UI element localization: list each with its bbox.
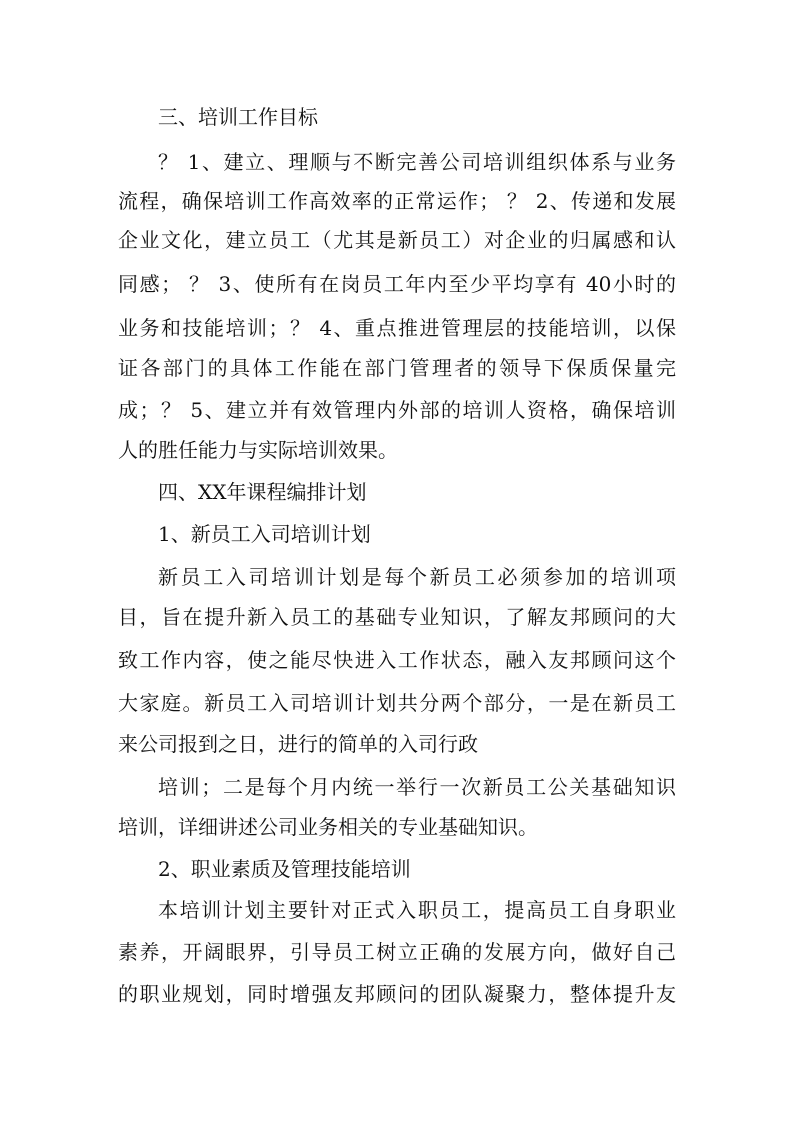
paragraph-line: 证各部门的具体工作能在部门管理者的领导下保质保量完 — [118, 356, 676, 380]
paragraph-line: 成；？ 5、建立并有效管理内外部的培训人资格，确保培训 — [118, 398, 676, 422]
paragraph-line: 培训；二是每个月内统一举行一次新员工公关基础知识 — [158, 775, 676, 799]
subsection-heading: 2、职业素质及管理技能培训 — [158, 857, 411, 881]
paragraph-line: 大家庭。新员工入司培训计划共分两个部分，一是在新员工 — [118, 691, 676, 715]
paragraph-line: 的职业规划，同时增强友邦顾问的团队凝聚力，整体提升友 — [118, 982, 676, 1006]
section-heading: 四、XX年课程编排计划 — [158, 480, 367, 504]
paragraph-line: 目，旨在提升新入员工的基础专业知识，了解友邦顾问的大 — [118, 605, 676, 629]
paragraph-line: 流程，确保培训工作高效率的正常运作； ？ 2、传递和发展 — [118, 189, 676, 213]
section-heading: 三、培训工作目标 — [158, 105, 318, 129]
paragraph-line: 业务和技能培训；？ 4、重点推进管理层的技能培训，以保 — [118, 316, 676, 340]
paragraph-line: ？ 1、建立、理顺与不断完善公司培训组织体系与业务 — [158, 150, 676, 174]
paragraph-line: 同感； ？ 3、使所有在岗员工年内至少平均享有 40小时的 — [118, 272, 676, 296]
paragraph-line: 企业文化，建立员工（尤其是新员工）对企业的归属感和认 — [118, 228, 676, 252]
subsection-heading: 1、新员工入司培训计划 — [158, 522, 371, 546]
paragraph-line: 来公司报到之日，进行的简单的入司行政 — [118, 732, 478, 756]
paragraph-line: 致工作内容，使之能尽快进入工作状态，融入友邦顾问这个 — [118, 648, 676, 672]
paragraph-line: 新员工入司培训计划是每个新员工必须参加的培训项 — [158, 565, 676, 589]
paragraph-line: 本培训计划主要针对正式入职员工，提高员工自身职业 — [158, 898, 676, 922]
paragraph-line: 素养，开阔眼界，引导员工树立正确的发展方向，做好自己 — [118, 940, 676, 964]
paragraph-line: 人的胜任能力与实际培训效果。 — [118, 438, 398, 462]
paragraph-line: 培训，详细讲述公司业务相关的专业基础知识。 — [118, 815, 538, 839]
